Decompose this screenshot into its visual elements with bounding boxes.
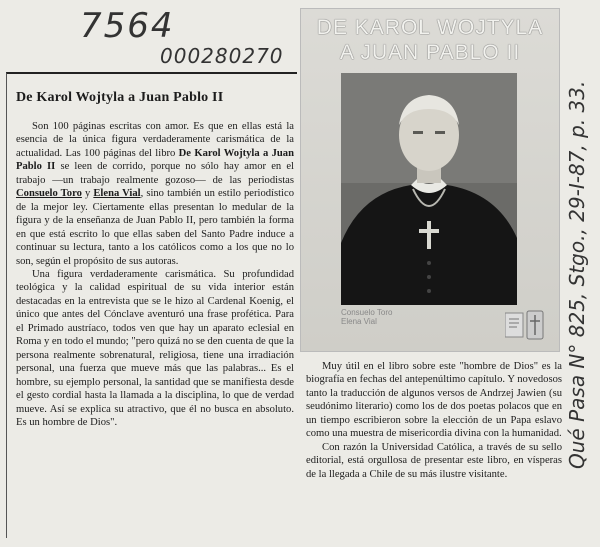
author-name-2: Elena Vial bbox=[93, 188, 141, 200]
paragraph-3: Muy útil en el libro sobre este "hombre de Dios" es la biografía en fechas del antepenúltimo capítulo. Y novedosos tanto la traducción de algunos versos de Andrzej Jawien (su seudónimo literario) como los de dos poetas polacos que en un tiempo escribieron sobre la elección de un Papa eslavo como una muestra de misericordia divina con la humanidad. bbox=[306, 361, 562, 440]
article-column-right bbox=[306, 360, 562, 481]
publisher-logo-icon bbox=[505, 309, 545, 343]
cover-title-line-2: A JUAN PABLO II bbox=[339, 41, 521, 65]
book-title: De Karol Wojtyla a Juan Pablo II bbox=[16, 147, 294, 173]
handwritten-number: 7564 bbox=[80, 6, 175, 46]
cover-author-2: Elena Vial bbox=[341, 316, 377, 326]
author-name-1: Consuelo Toro bbox=[16, 188, 82, 200]
article-column-left bbox=[16, 120, 294, 429]
p1-and: y bbox=[81, 188, 94, 200]
handwritten-source-note: Qué Pasa N° 825, Stgo., 29-I-87, p. 33. bbox=[565, 80, 589, 470]
cover-author-1: Consuelo Toro bbox=[341, 308, 393, 317]
cover-title-line-1: DE KAROL WOJTYLA bbox=[316, 16, 544, 39]
handwritten-code: 000280270 bbox=[160, 44, 284, 68]
paragraph-4: Con razón la Universidad Católica, a través de su sello editorial, está orgullosa de presentar este libro, en vísperas de la llegada a Chile de su más ilustre visitante. bbox=[306, 441, 562, 480]
pope-portrait-illustration bbox=[341, 73, 517, 305]
cover-title bbox=[301, 15, 559, 65]
pope-portrait bbox=[341, 73, 517, 305]
paragraph-1 bbox=[16, 120, 294, 268]
cover-authors bbox=[341, 309, 392, 327]
book-cover-photo bbox=[300, 8, 560, 352]
p1-text-b: se leen de corrido, porque no sólo hay amor en el trabajo —un trabajo realmente gozoso— de las periodistas bbox=[16, 161, 295, 186]
p1-text-a: Son 100 páginas escritas con amor. Es que en ellas está la esencia de la única figura verdaderamente carismática de la actualidad. Las 100 páginas del libro bbox=[16, 121, 294, 159]
article-title: De Karol Wojtyla a Juan Pablo II bbox=[16, 90, 224, 105]
p1-text-c: , sino también un estilo periodístico de la mejor ley. Ciertamente ellas presentan lo medular de la figura y de la enseñanza de Juan Pablo II, pero también la forma en que está escrito lo que ellas saben del Santo Padre induce a continuar su lectura, tanto a los católicos como a los que no lo son, según el propósito de sus autoras. bbox=[16, 188, 294, 267]
paragraph-2: Una figura verdaderamente carismática. Su profundidad teológica y la calidad espiritual de su vida interior están destacadas en la entrevista que se le hizo al Cardenal Koenig, el único que antes del Cónclave aventuró una frase profética. Para el Primado austríaco, todos ven que hay un aparato eclesial en Roma y en todo el mundo; "pero quizá no se den cuenta de que la persona realmente sobrenatural, religiosa, tiene una irradiación personal, una fuerza que mueve más que las palabras... Es el hombre, su ejemplo personal, la santidad que se manifiesta desde el gesto cordial hasta la llamada a la disciplina, lo que de verdad mueve. Así se explica su atractivo, que él no busca en absoluto. Es un hombre de Dios". bbox=[16, 268, 294, 428]
